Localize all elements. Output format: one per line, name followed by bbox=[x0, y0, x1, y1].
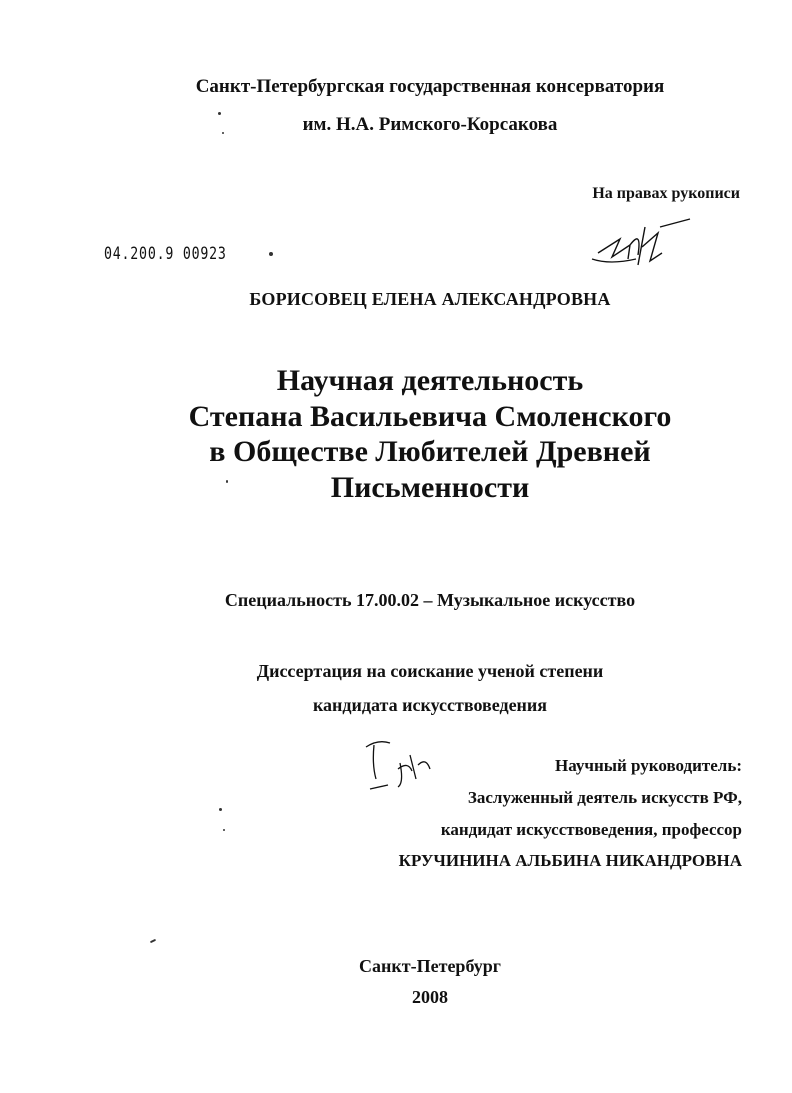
scan-speck bbox=[150, 939, 156, 943]
dissertation-title-line: в Обществе Любителей Древней bbox=[209, 435, 651, 468]
specialty: Специальность 17.00.02 – Музыкальное искусство bbox=[224, 590, 636, 610]
advisor-honor: Заслуженный деятель искусств РФ, bbox=[467, 788, 742, 807]
dissertation-title-line: Письменности bbox=[330, 471, 530, 504]
degree-statement-cont: кандидата искусствоведения bbox=[312, 695, 548, 715]
dissertation-title-line: Степана Васильевича Смоленского bbox=[188, 400, 672, 433]
registry-number: 04.200.9 00923 bbox=[104, 244, 227, 264]
city: Санкт-Петербург bbox=[359, 956, 501, 976]
advisor-name: КРУЧИНИНА АЛЬБИНА НИКАНДРОВНА bbox=[398, 851, 742, 870]
advisor-signature bbox=[360, 735, 440, 795]
scan-speck bbox=[219, 808, 222, 811]
scan-speck bbox=[226, 480, 228, 483]
manuscript-note: На правах рукописи bbox=[592, 185, 740, 202]
scan-speck bbox=[218, 112, 221, 115]
scan-speck bbox=[269, 252, 273, 256]
author-signature bbox=[590, 215, 700, 275]
institution-subname: им. Н.А. Римского-Корсакова bbox=[302, 114, 558, 135]
scan-speck bbox=[222, 132, 224, 134]
advisor-degree: кандидат искусствоведения, профессор bbox=[440, 820, 742, 839]
scan-speck bbox=[223, 829, 225, 831]
dissertation-title-line: Научная деятельность bbox=[276, 364, 584, 397]
degree-statement: Диссертация на соискание ученой степени bbox=[256, 661, 604, 681]
institution-name: Санкт-Петербургская государственная консерватория bbox=[195, 76, 665, 97]
year: 2008 bbox=[412, 987, 448, 1007]
author-name: БОРИСОВЕЦ ЕЛЕНА АЛЕКСАНДРОВНА bbox=[249, 289, 611, 309]
advisor-label: Научный руководитель: bbox=[555, 756, 742, 775]
